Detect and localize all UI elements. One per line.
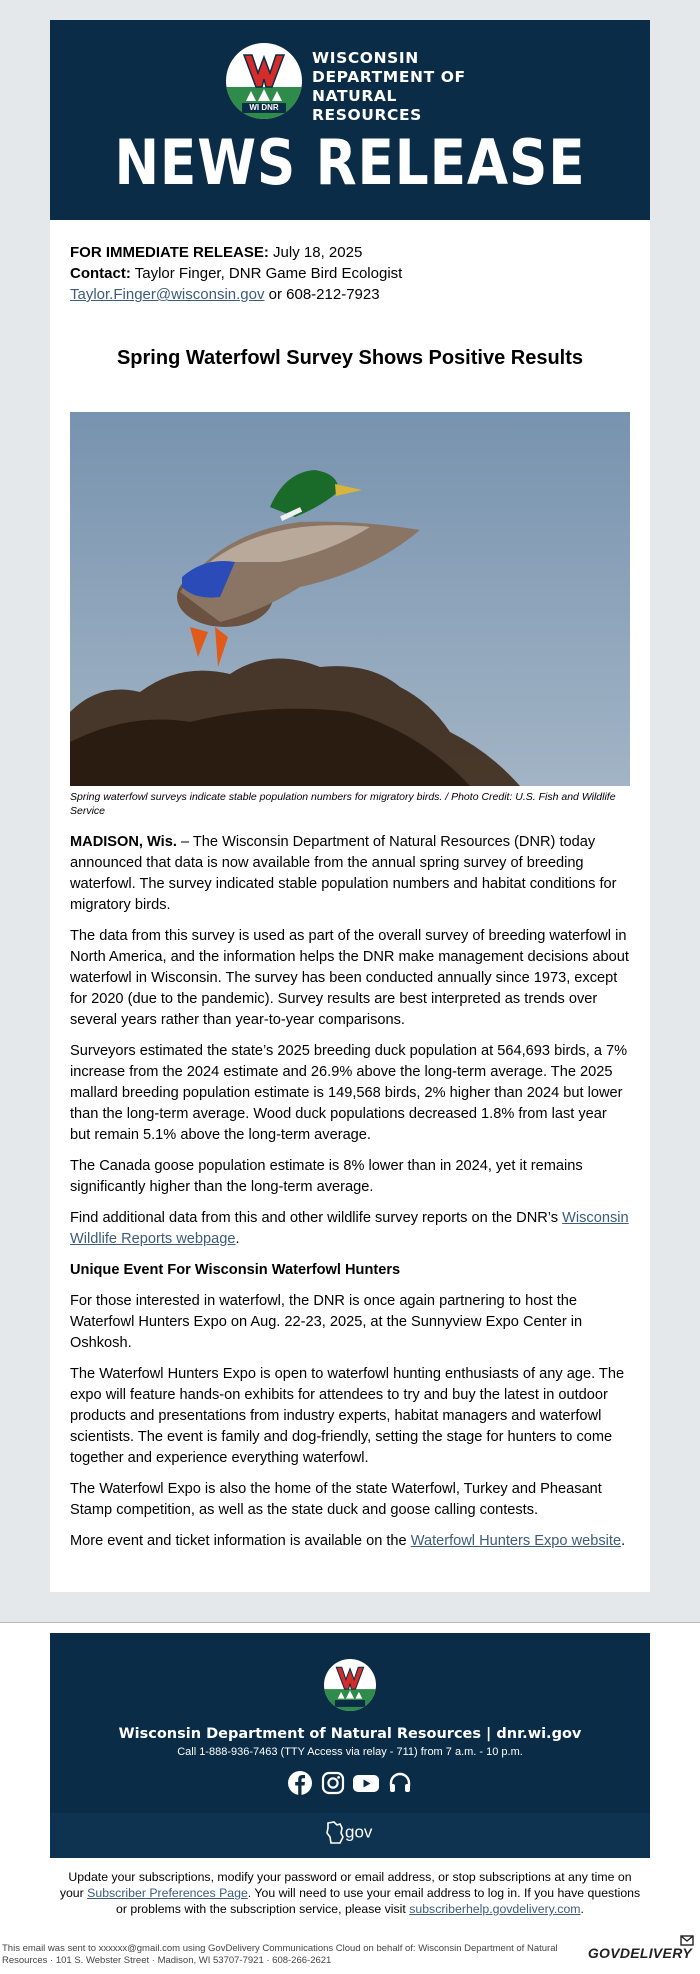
contact-phone: or 608-212-7923 <box>264 286 380 303</box>
expo-website-link[interactable]: Waterfowl Hunters Expo website <box>410 1533 622 1549</box>
contact-name: Taylor Finger, DNR Game Bird Ecologist <box>130 265 403 282</box>
paragraph-1-text: – The Wisconsin Department of Natural Resources (DNR) today announced that data is now available from the annual spring survey of breeding waterfowl. The survey indicated stable population numbers and habitat conditions for migratory birds. <box>70 834 617 913</box>
govdelivery-brand[interactable] <box>588 1945 692 1961</box>
paragraph-9-text: More event and ticket information is available on the <box>70 1533 411 1549</box>
contact-label: Contact: <box>70 265 131 282</box>
paragraph-5-end: . <box>235 1231 240 1247</box>
footer-call-line: Call 1-888-936-7463 (TTY Access via relay - 711) from 7 a.m. - 10 p.m. <box>177 1746 523 1758</box>
paragraph-2: The data from this survey is used as part of the overall survey of breeding waterfowl in North America, and the information helps the DNR make management decisions about waterfowl in Wisconsin. The survey has been conducted annually since 1973, except for 2020 (due to the pandemic). Survey results are best interpreted as trends over several years rather than year-to-year comparisons. <box>70 928 629 1028</box>
manage-text-2: . You will need to use your email address to log in. If you have questions or problems with the subscription service, please visit <box>116 1886 641 1916</box>
dnr-logo[interactable] <box>226 43 476 123</box>
paragraph-1 <box>70 832 630 916</box>
wisconsin-gov-logo[interactable] <box>325 1821 372 1845</box>
wordmark-line1: WISCONSIN <box>312 49 419 67</box>
subscription-management <box>56 1869 644 1917</box>
paragraph-9-end: . <box>621 1533 626 1549</box>
facebook-icon[interactable] <box>288 1771 312 1800</box>
wordmark-line3: NATURAL RESOURCES <box>312 87 422 124</box>
footer-org-line[interactable]: Wisconsin Department of Natural Resources | dnr.wi.gov <box>118 1726 582 1742</box>
paragraph-8: The Waterfowl Expo is also the home of the state Waterfowl, Turkey and Pheasant Stamp competition, as well as the state duck and goose calling contests. <box>70 1481 602 1518</box>
social-links <box>50 1771 650 1800</box>
footer <box>0 1623 700 1974</box>
paragraph-3: Surveyors estimated the state’s 2025 breeding duck population at 564,693 birds, a 7% increase from the 2024 estimate and 26.9% above the long-term average. The 2025 mallard breeding population estimate is 149,568 birds, 2% higher than 2024 but lower than the long-term average. Wood duck populations decreased 1.8% from last year but remain 5.1% above the long-term average. <box>70 1043 628 1143</box>
page-title: Spring Waterfowl Survey Shows Positive Results <box>116 347 584 369</box>
news-release-title: NEWS RELEASE <box>114 126 586 199</box>
paragraph-5 <box>70 1208 630 1250</box>
release-line <box>70 242 630 263</box>
dateline: MADISON, Wis. <box>70 834 177 850</box>
manage-text-1: Update your subscriptions, modify your password or email address, or stop subscriptions at any time on your <box>59 1870 632 1900</box>
mallard-photo <box>70 412 630 786</box>
instagram-icon[interactable] <box>321 1771 345 1800</box>
article-body <box>50 818 650 1592</box>
gov-logo-text: gov <box>345 1822 373 1842</box>
sender-disclaimer: This email was sent to xxxxxx@gmail.com using GovDelivery Communications Cloud on behalf of: Wisconsin Department of Natural Resources · 101 S. Webster Street · Madison, WI 53707-7921 · 608-266-2621 <box>2 1943 558 1966</box>
paragraph-5-text: Find additional data from this and other wildlife survey reports on the DNR’s <box>70 1210 563 1226</box>
dnr-logo-emblem <box>226 43 302 119</box>
release-meta <box>50 220 650 305</box>
podcast-headphones-icon[interactable] <box>388 1771 412 1800</box>
photo-caption: Spring waterfowl surveys indicate stable population numbers for migratory birds. / Photo Credit: U.S. Fish and Wildlife Service <box>70 791 616 817</box>
dnr-logo-badge: WI DNR <box>249 103 279 112</box>
paragraph-7: The Waterfowl Hunters Expo is open to waterfowl hunting enthusiasts of any age. The expo will feature hands-on exhibits for attendees to try and buy the latest in outdoor products and presentations from industry experts, habitat managers and waterfowl scientists. The event is family and dog-friendly, setting the stage for hunters to come together and experience everything waterfowl. <box>70 1366 625 1466</box>
wisconsin-gov-bar <box>50 1813 650 1858</box>
wordmark-line2: DEPARTMENT OF <box>312 68 466 86</box>
dnr-wordmark <box>312 49 476 125</box>
manage-end: . <box>580 1902 584 1916</box>
govdelivery-text: GOVDELIVERY <box>587 1945 692 1961</box>
section-subhead: Unique Event For Wisconsin Waterfowl Hunters <box>70 1262 401 1278</box>
subscriber-help-link[interactable]: subscriberhelp.govdelivery.com <box>409 1902 581 1916</box>
subscriber-preferences-link[interactable]: Subscriber Preferences Page <box>87 1886 248 1900</box>
youtube-icon[interactable] <box>353 1771 379 1800</box>
paragraph-6: For those interested in waterfowl, the DNR is once again partnering to host the Waterfowl Hunters Expo on Aug. 22-23, 2025, at the Sunnyview Expo Center in Oshkosh. <box>70 1293 583 1351</box>
wildlife-reports-link[interactable]: Wisconsin Wildlife Reports webpage <box>70 1210 629 1247</box>
footer-banner <box>50 1633 650 1813</box>
release-date: July 18, 2025 <box>268 244 363 261</box>
paragraph-4: The Canada goose population estimate is 8% lower than in 2024, yet it remains significantly higher than the long-term average. <box>70 1158 583 1195</box>
paragraph-9 <box>70 1531 630 1552</box>
release-label: FOR IMMEDIATE RELEASE: <box>70 244 269 261</box>
email-content <box>50 20 650 1592</box>
header-banner <box>50 20 650 220</box>
contact-info-line <box>70 284 630 305</box>
footer-dnr-logo[interactable] <box>324 1659 376 1711</box>
contact-email-link[interactable]: Taylor.Finger@wisconsin.gov <box>70 286 265 303</box>
contact-line <box>70 263 630 284</box>
